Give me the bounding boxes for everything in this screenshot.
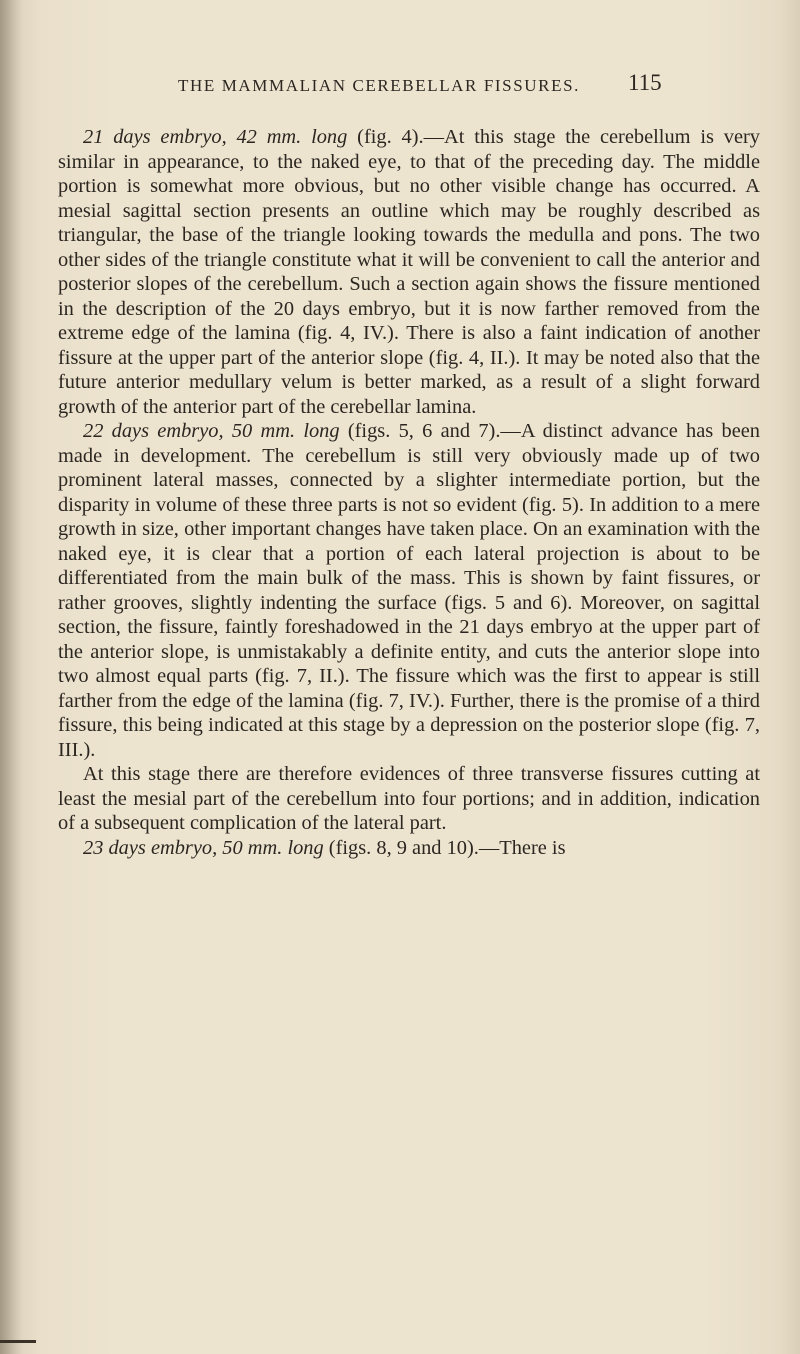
paragraph-lead: 21 days embryo, 42 mm. long: [83, 126, 348, 148]
paragraph-lead: 22 days embryo, 50 mm. long: [83, 420, 340, 442]
page-number: 115: [628, 70, 662, 95]
paragraph-body: (figs. 8, 9 and 10).—There is: [323, 836, 566, 859]
running-header: THE MAMMALIAN CEREBELLAR FISSURES.: [178, 76, 580, 95]
paragraph-body: (fig. 4).—At this stage the cerebellum is very similar in appearance, to the naked eye, to that of the preceding day. The middle portion is somewhat more obvious, but no other visible change has occurred. A mesial sagittal section presents an outline which may be roughly described as triangular, the base of the triangle looking towards the medulla and pons. The two other sides of the triangle constitute what it will be convenient to call the anterior and posterior slopes of the cerebellum. Such a section again shows the fissure mentioned in the description of the 20 days embryo, but it is now farther removed from the extreme edge of the lamina (fig. 4, IV.). There is also a faint indication of another fissure at the upper part of the anterior slope (fig. 4, II.). It may be noted also that the future anterior medullary velum is better marked, as a result of a slight forward growth of the anterior part of the cerebellar lamina.: [58, 126, 760, 418]
spine-shadow: [0, 0, 22, 1354]
page-edge-mark: [0, 1340, 36, 1343]
paragraph-summary: [58, 762, 760, 836]
paragraph-21-days: [58, 125, 760, 419]
paragraph-body: At this stage there are therefore evidences of three transverse fissures cutting at least the mesial part of the cerebellum into four portions; and in addition, indication of a subsequent complication of the lateral part.: [58, 763, 760, 834]
paragraph-body: (figs. 5, 6 and 7).—A distinct advance has been made in development. The cerebellum is still very obviously made up of two prominent lateral masses, connected by a slighter intermediate portion, but the disparity in volume of these three parts is not so evident (fig. 5). In addition to a mere growth in size, other important changes have taken place. On an examination with the naked eye, it is clear that a portion of each lateral projection is about to be differentiated from the main bulk of the mass. This is shown by faint fissures, or rather grooves, slightly indenting the surface (figs. 5 and 6). Moreover, on sagittal section, the fissure, faintly foreshadowed in the 21 days embryo at the upper part of the anterior slope, is unmistakably a definite entity, and cuts the anterior slope into two almost equal parts (fig. 7, II.). The fissure which was the first to appear is still farther from the edge of the lamina (fig. 7, IV.). Further, there is the promise of a third fissure, this being indicated at this stage by a depression on the posterior slope (fig. 7, III.).: [58, 420, 760, 761]
body-text: [58, 125, 760, 860]
paragraph-lead: 23 days embryo, 50 mm. long: [83, 836, 324, 859]
paragraph-23-days: [58, 836, 760, 861]
paragraph-22-days: [58, 419, 760, 762]
